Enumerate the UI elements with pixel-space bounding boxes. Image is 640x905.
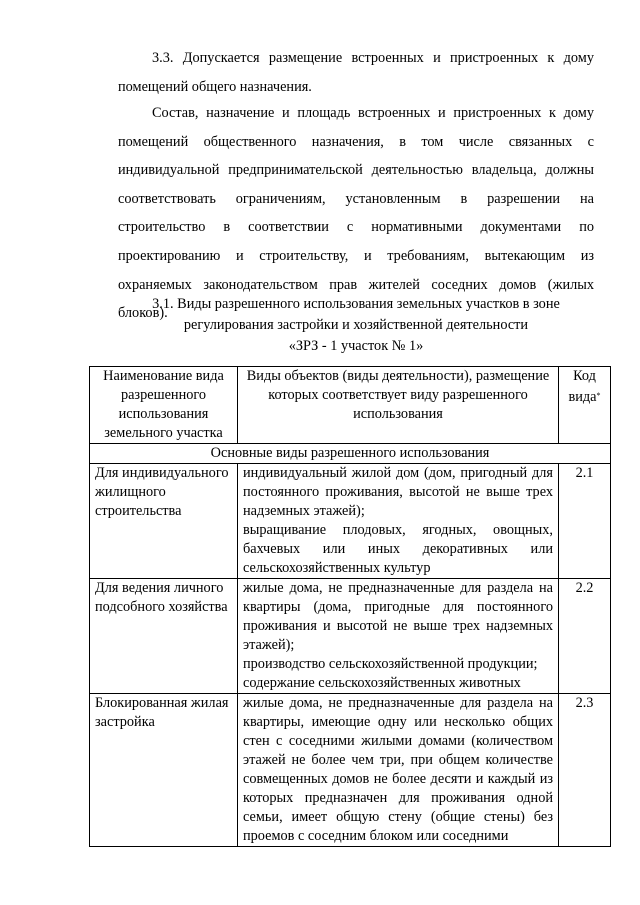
row-object-line: производство сельскохозяйственной продукции; — [243, 656, 538, 672]
table-row — [90, 579, 611, 694]
header-object-types: Виды объектов (виды деятельности), размещение которых соответствует виду разрешенного использования — [238, 367, 559, 444]
table-row — [90, 694, 611, 847]
subheader-main-uses: Основные виды разрешенного использования — [90, 444, 611, 464]
row-object-line: выращивание плодовых, ягодных, овощных, бахчевых или иных декоративных или сельскохозяйственных культур — [243, 522, 553, 576]
row-land-use-name: Для ведения личного подсобного хозяйства — [90, 579, 238, 694]
header-land-use-name: Наименование вида разрешенного использования земельного участка — [90, 367, 238, 444]
section-title-line-2: регулирования застройки и хозяйственной деятельности — [183, 317, 529, 333]
section-title — [118, 294, 594, 357]
row-objects — [238, 464, 559, 579]
land-use-table — [89, 366, 611, 847]
row-land-use-name: Для индивидуального жилищного строительства — [90, 464, 238, 579]
row-land-use-name: Блокированная жилая застройка — [90, 694, 238, 847]
table-header-row — [90, 367, 611, 444]
row-objects — [238, 694, 559, 847]
table-row — [90, 464, 611, 579]
row-code: 2.1 — [559, 464, 611, 579]
table-subheader-row — [90, 444, 611, 464]
row-code: 2.3 — [559, 694, 611, 847]
section-title-line-3: «ЗРЗ - 1 участок № 1» — [288, 338, 424, 354]
row-code: 2.2 — [559, 579, 611, 694]
header-code — [559, 367, 611, 444]
header-code-label: Код вида — [568, 368, 597, 405]
section-title-line-1: 3.1. Виды разрешенного использования земельных участков в зоне — [152, 296, 560, 312]
row-object-line: жилые дома, не предназначенные для раздела на квартиры, имеющие одну или несколько общих стен с соседними жилыми домами (количеством этажей не более чем три, при общем количестве совмещенных домов не более десяти и каждый из которых предназначен для проживания одной семьи, имеет общую стену (общие стены) без проемов с соседним блоком или соседними — [243, 695, 553, 844]
row-object-line: индивидуальный жилой дом (дом, пригодный для постоянного проживания, высотой не выше трех надземных этажей); — [243, 465, 553, 519]
row-object-line: содержание сельскохозяйственных животных — [243, 675, 521, 691]
header-code-footnote-mark: * — [596, 391, 601, 400]
paragraph-3-3: 3.3. Допускается размещение встроенных и пристроенных к дому помещений общего назначения. — [118, 50, 594, 95]
row-object-line: жилые дома, не предназначенные для раздела на квартиры (дома, пригодные для постоянного проживания и высотой не выше трех надземных этажей); — [243, 580, 553, 653]
paragraph-composition: Состав, назначение и площадь встроенных и пристроенных к дому помещений общественного назначения, в том числе связанных с индивидуальной предпринимательской деятельностью владельца, должны соответствовать ограничениям, установленным в разрешении на строительство в соответствии с нормативными документами по проектированию и строительству, и требованиям, вытекающим из охраняемых законодательством прав жителей соседних домов (жилых блоков). — [118, 105, 594, 322]
row-objects — [238, 579, 559, 694]
